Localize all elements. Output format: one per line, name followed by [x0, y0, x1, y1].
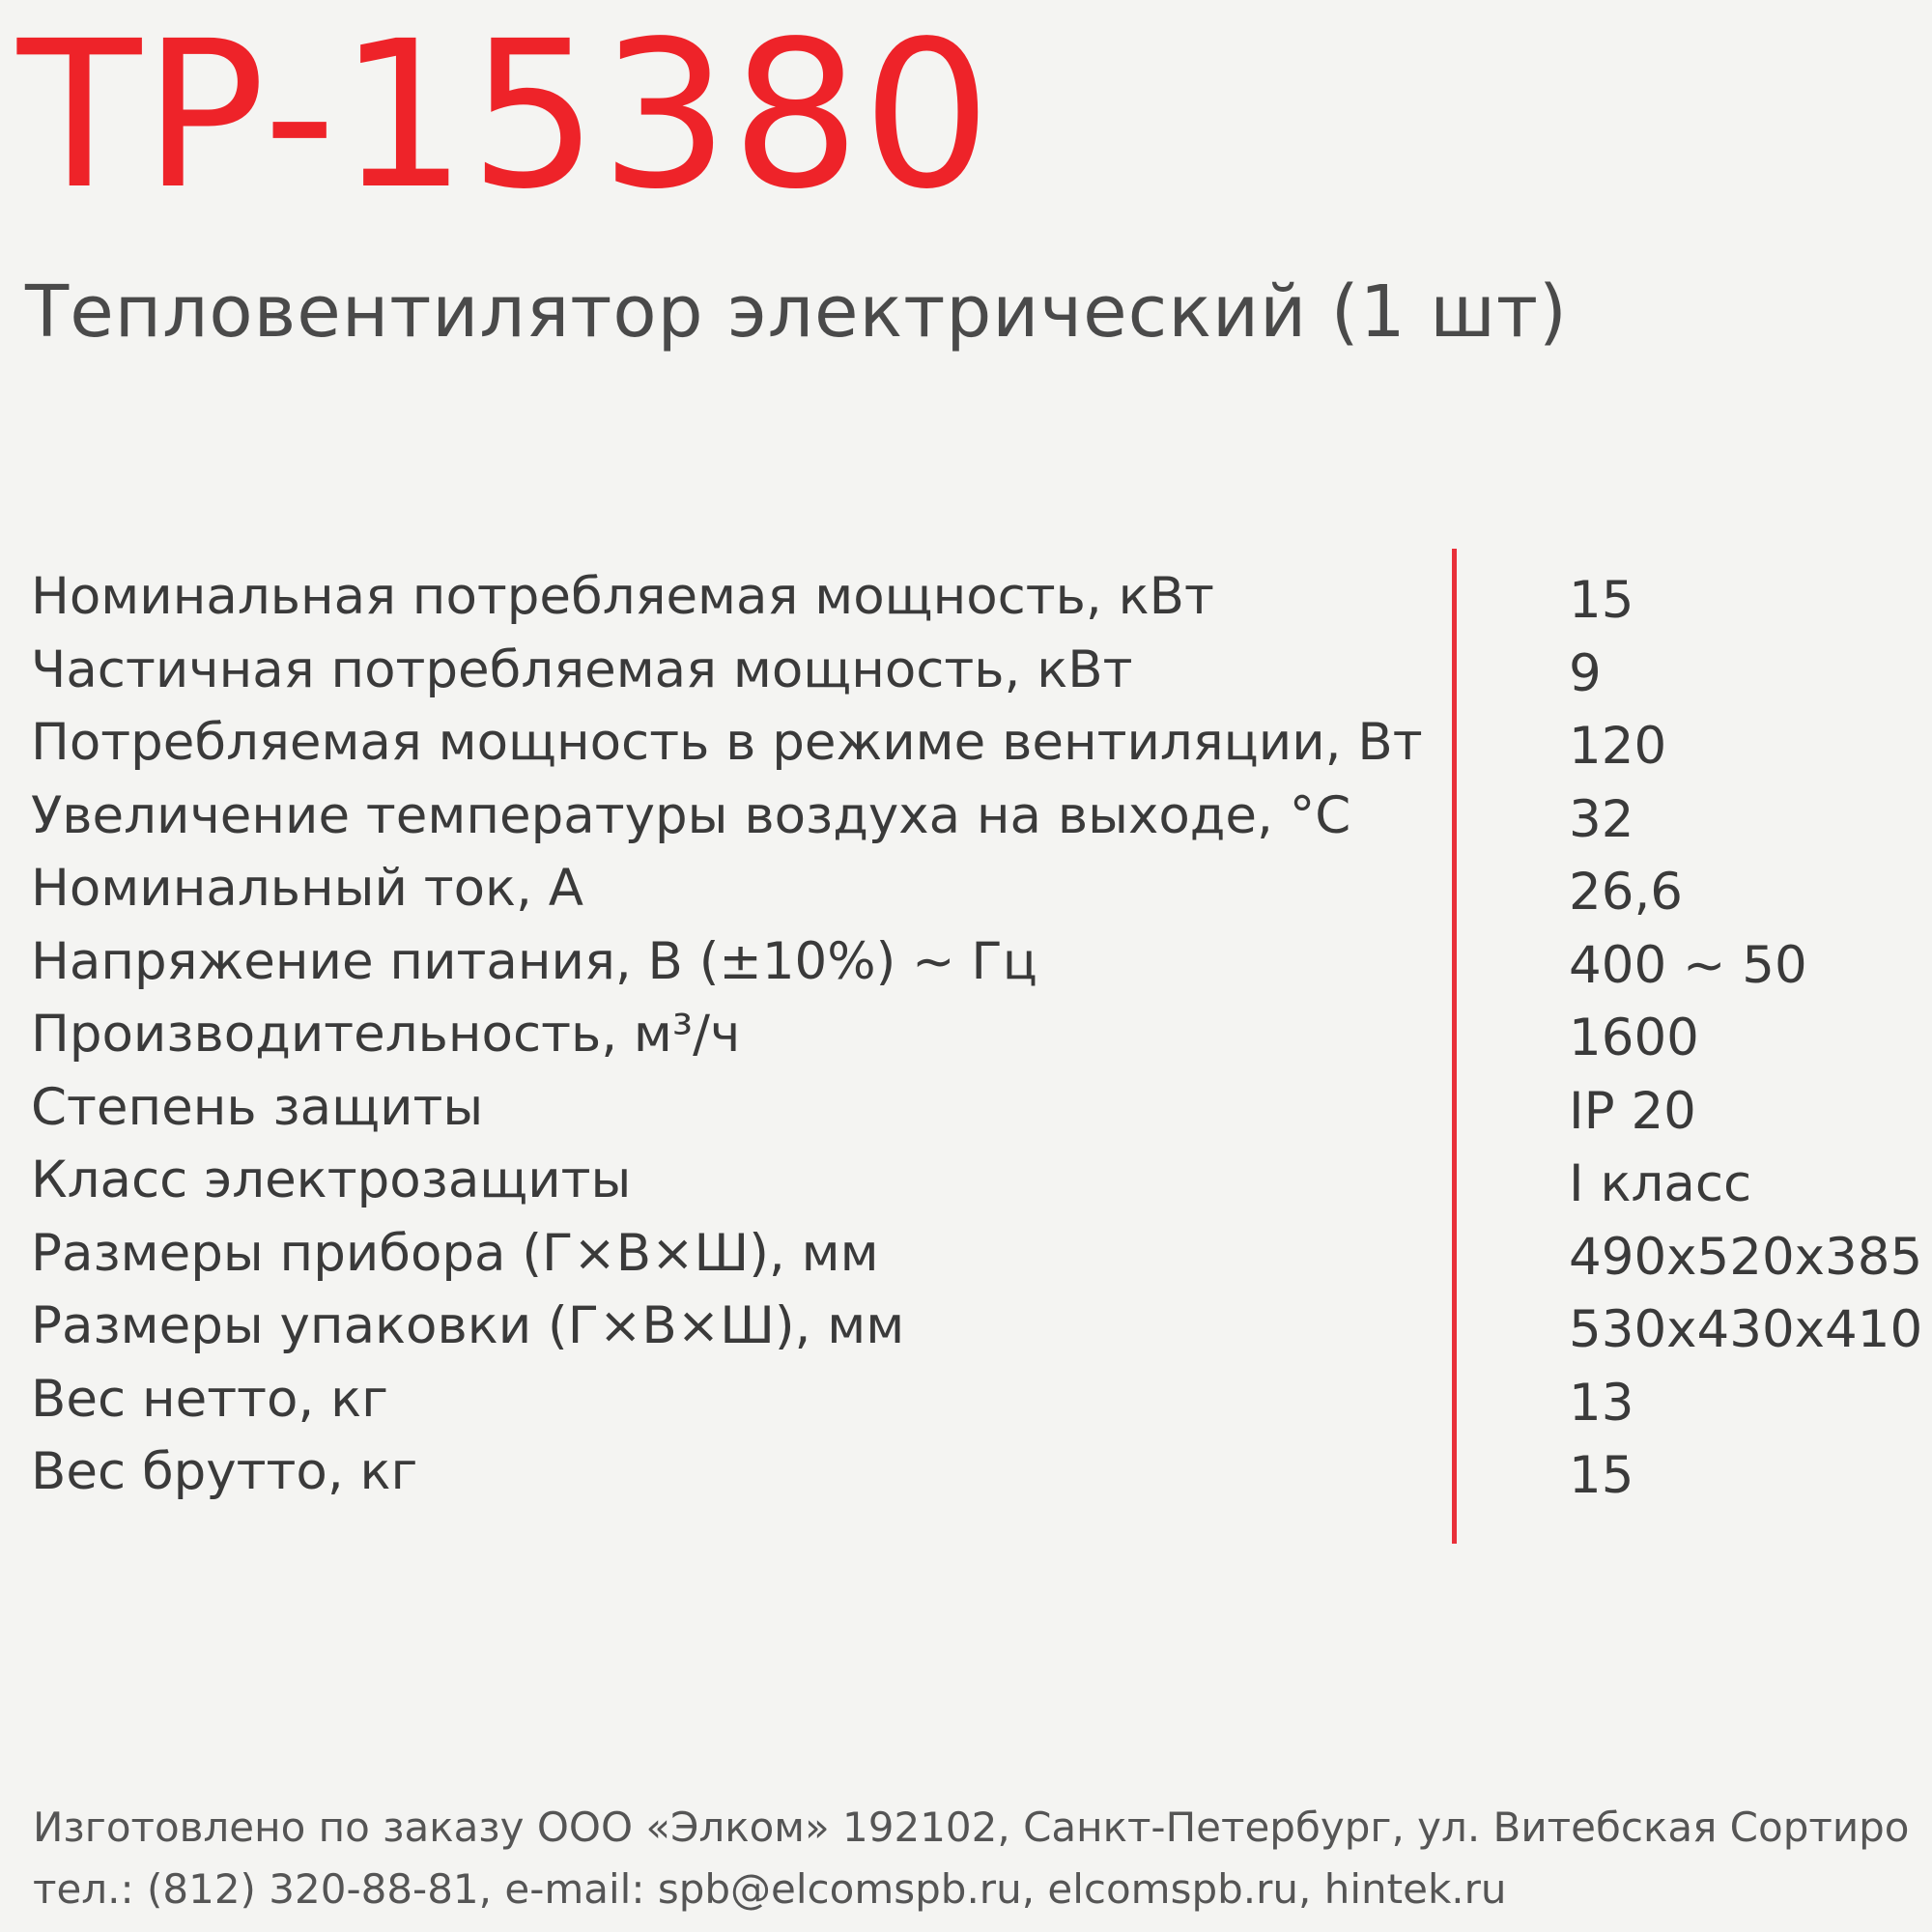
spec-label: Частичная потребляемая мощность, кВт [31, 639, 1133, 699]
spec-label: Вес брутто, кг [31, 1442, 418, 1501]
manufacturer-info [33, 1797, 1932, 1920]
spec-table [0, 560, 1932, 1509]
spec-value: 530x430x410 [1569, 1300, 1923, 1359]
manufacturer-contacts: тел.: (812) 320-88-81, e-mail: spb@elcomspb.ru, elcomspb.ru, hintek.ru [33, 1865, 1507, 1913]
spec-row-rated-current [0, 852, 1932, 925]
spec-label: Производительность, м³/ч [31, 1005, 741, 1064]
spec-row-electrical-class [0, 1144, 1932, 1217]
spec-label: Вес нетто, кг [31, 1369, 388, 1429]
spec-value: 9 [1569, 643, 1602, 703]
spec-value: 400 ~ 50 [1569, 935, 1807, 995]
spec-value: 120 [1569, 717, 1667, 776]
spec-label: Размеры упаковки (Г×В×Ш), мм [31, 1296, 905, 1355]
spec-value: 15 [1569, 571, 1634, 630]
spec-label: Увеличение температуры воздуха на выходе, °С [31, 785, 1351, 845]
spec-label: Номинальная потребляемая мощность, кВт [31, 567, 1214, 626]
spec-row-supply-voltage [0, 925, 1932, 999]
model-title: TP-15380 [17, 0, 994, 234]
spec-label: Степень защиты [31, 1077, 484, 1137]
spec-value: 15 [1569, 1446, 1634, 1505]
spec-row-ingress-protection [0, 1071, 1932, 1145]
spec-value: I класс [1569, 1154, 1752, 1213]
spec-row-gross-weight [0, 1435, 1932, 1509]
spec-label: Размеры прибора (Г×В×Ш), мм [31, 1223, 879, 1283]
spec-label: Номинальный ток, А [31, 859, 584, 918]
spec-value: 26,6 [1569, 863, 1684, 922]
product-subtitle: Тепловентилятор электрический (1 шт) [25, 270, 1568, 354]
spec-label: Напряжение питания, В (±10%) ~ Гц [31, 931, 1037, 991]
spec-row-fan-power [0, 706, 1932, 780]
spec-label: Класс электрозащиты [31, 1151, 632, 1209]
spec-value: 490x520x385 [1569, 1227, 1923, 1287]
spec-row-partial-power [0, 634, 1932, 707]
spec-value: 1600 [1569, 1009, 1699, 1067]
spec-row-package-dimensions [0, 1290, 1932, 1363]
spec-value: 32 [1569, 789, 1634, 849]
spec-row-airflow [0, 998, 1932, 1071]
spec-row-rated-power [0, 560, 1932, 634]
manufacturer-address: Изготовлено по заказу ООО «Элком» 192102, Санкт-Петербург, ул. Витебская Сортиро [33, 1804, 1910, 1851]
spec-row-temperature-rise [0, 780, 1932, 853]
spec-label: Потребляемая мощность в режиме вентиляции, Вт [31, 713, 1423, 772]
spec-row-device-dimensions [0, 1217, 1932, 1291]
spec-value: 13 [1569, 1373, 1634, 1433]
spec-row-net-weight [0, 1363, 1932, 1436]
spec-value: IP 20 [1569, 1081, 1696, 1141]
